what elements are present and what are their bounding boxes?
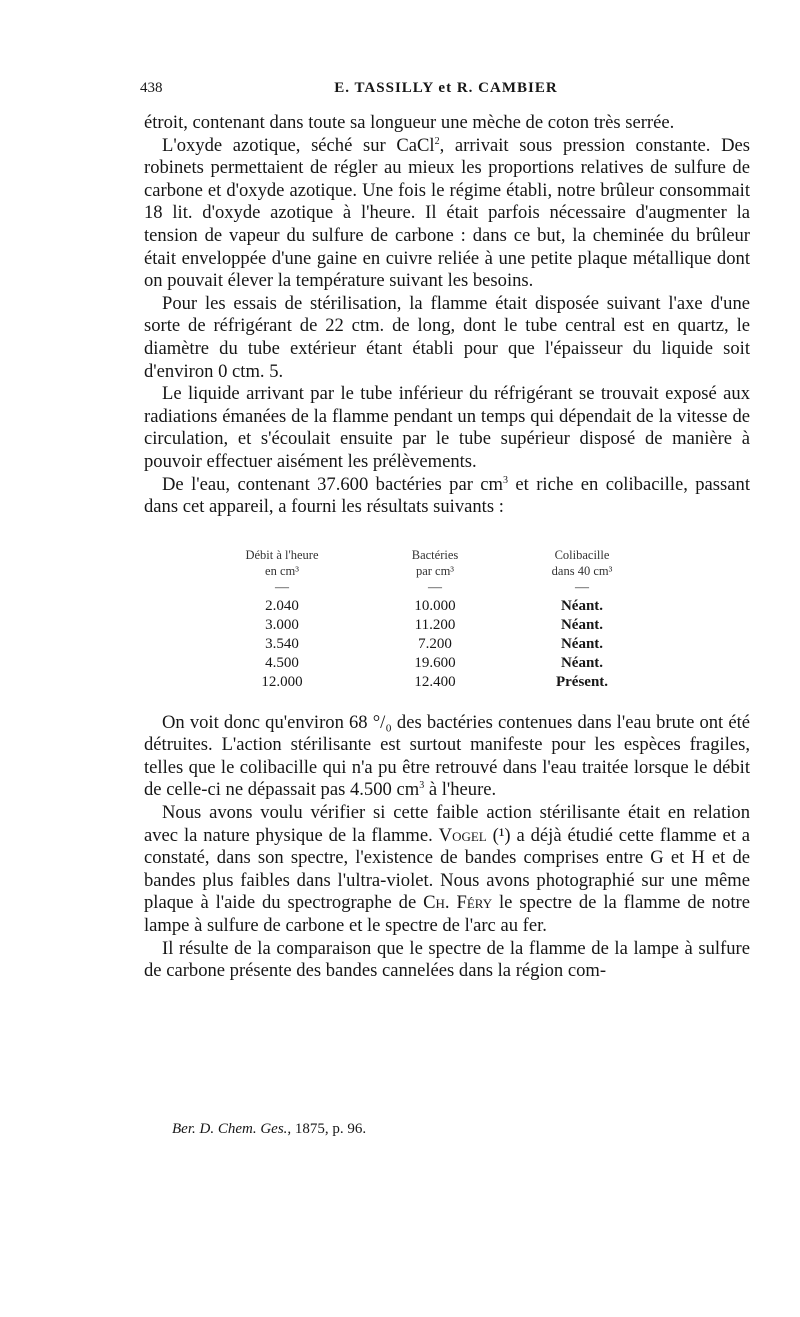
author-fery: Ch. Féry [423,892,493,914]
paragraph-2: L'oxyde azotique, séché sur CaCl$^2$, arrivait sous pression constante. Des robinets permettaient de régler au mieux les proportions relatives de sulfure de carbone et d'oxyde azotique. Une fois le régime établi, notre brûleur consommait 18 lit. d'oxyde azotique à l'heure. Il était parfois nécessaire d'augmenter la tension de vapeur du sulfure de carbone : dans ce but, la cheminée du brûleur était enveloppée d'une gaine en cuivre reliée à une petite plaque métallique dont on pouvait élever la température suivant les besoins. [144,134,750,292]
footnote-reference: (¹) [492,824,511,846]
table-dash-row [144,579,750,597]
page-header [140,80,752,102]
header-debit-line2: en cm³ [265,563,299,578]
header-bacteries-line1: Bactéries [411,547,459,562]
header-debit-line1: Débit à l'heure [245,547,319,562]
paragraph-3: Pour les essais de stérilisation, la flamme était disposée suivant l'axe d'une sorte de réfrigérant de 22 ctm. de long, dont le tube central est en quartz, le diamètre du tube extérieur étant établi pour que l'épaisseur du liquide soit d'environ 0 ctm. 5. [144,292,750,382]
table-row [144,597,750,616]
running-head: E. TASSILLY et R. CAMBIER [334,80,558,96]
percent-symbol: °/₀ [372,711,392,733]
cell-colibacille: Néant. [560,654,604,671]
footnote [172,1121,366,1138]
dash-debit: — [275,579,289,595]
table-row [144,616,750,635]
table-row [144,673,750,692]
results-table [144,547,750,692]
cell-bacteries: 19.600 [414,654,456,671]
cell-debit: 3.000 [265,616,299,633]
cell-colibacille: Présent. [555,673,609,690]
cell-debit: 2.040 [265,597,299,614]
table-row [144,654,750,673]
body-text [144,112,750,983]
cell-colibacille: Néant. [560,635,604,652]
paragraph-8: Il résulte de la comparaison que le spectre de la flamme de la lampe à sulfure de carbone présente des bandes cannelées dans la région com- [144,937,750,982]
footnote-journal: Ber. D. Chem. Ges. [172,1121,288,1137]
table-row [144,635,750,654]
footnote-details: , 1875, p. 96. [287,1121,367,1137]
paragraph-4: Le liquide arrivant par le tube inférieur du réfrigérant se trouvait exposé aux radiations émanées de la flamme pendant un temps qui dépendait de la vitesse de circulation, et s'écoulait ensuite par le tube supérieur disposé de manière à pouvoir effectuer aisément les prélèvements. [144,383,750,472]
paragraph-1: étroit, contenant dans toute sa longueur une mèche de coton très serrée. [144,112,675,133]
dash-bacteries: — [428,579,442,595]
cell-debit: 12.000 [261,673,303,690]
cell-debit: 3.540 [265,635,299,652]
header-colibacille-line1: Colibacille [554,547,610,562]
paragraph-6: On voit donc qu'environ 68 °/₀ des bactéries contenues dans l'eau brute ont été détruites. L'action stérilisante est surtout manifeste pour les espèces fragiles, telles que le colibacille qui n'a pu être retrouvé dans l'eau traitée lorsque le débit de celle-ci ne dépassait pas 4.500 $cm^3$ à l'heure. [144,711,750,801]
cell-bacteries: 12.400 [414,673,456,690]
header-bacteries-line2: par cm³ [415,563,455,578]
cell-colibacille: Néant. [560,616,604,633]
cell-bacteries: 10.000 [414,597,456,614]
table-header-row-2 [144,563,750,579]
cell-colibacille: Néant. [560,597,604,614]
paragraph-5: De l'eau, contenant 37.600 bactéries par $cm^3$ et riche en colibacille, passant dans cet appareil, a fourni les résultats suivants : [144,473,750,518]
author-vogel: Vogel [438,824,487,846]
dash-colibacille: — [575,579,589,595]
cell-bacteries: 7.200 [418,635,452,652]
paragraph-7: Nous avons voulu vérifier si cette faible action stérilisante était en relation avec la nature physique de la flamme. Vogel (¹) a déjà étudié cette flamme et a constaté, dans son spectre, l'existence de bandes comprises entre G et H et de bandes plus faibles dans l'ultra-violet. Nous avons photographié sur une même plaque à l'aide du spectrographe de Ch. Féry le spectre de la flamme de notre lampe à sulfure de carbone et le spectre de l'arc au fer. [144,802,750,937]
cell-bacteries: 11.200 [414,616,456,633]
table-header-row-1 [144,547,750,563]
header-colibacille-line2: dans 40 cm³ [551,563,613,578]
page-number: 438 [140,80,163,96]
cell-debit: 4.500 [265,654,299,671]
